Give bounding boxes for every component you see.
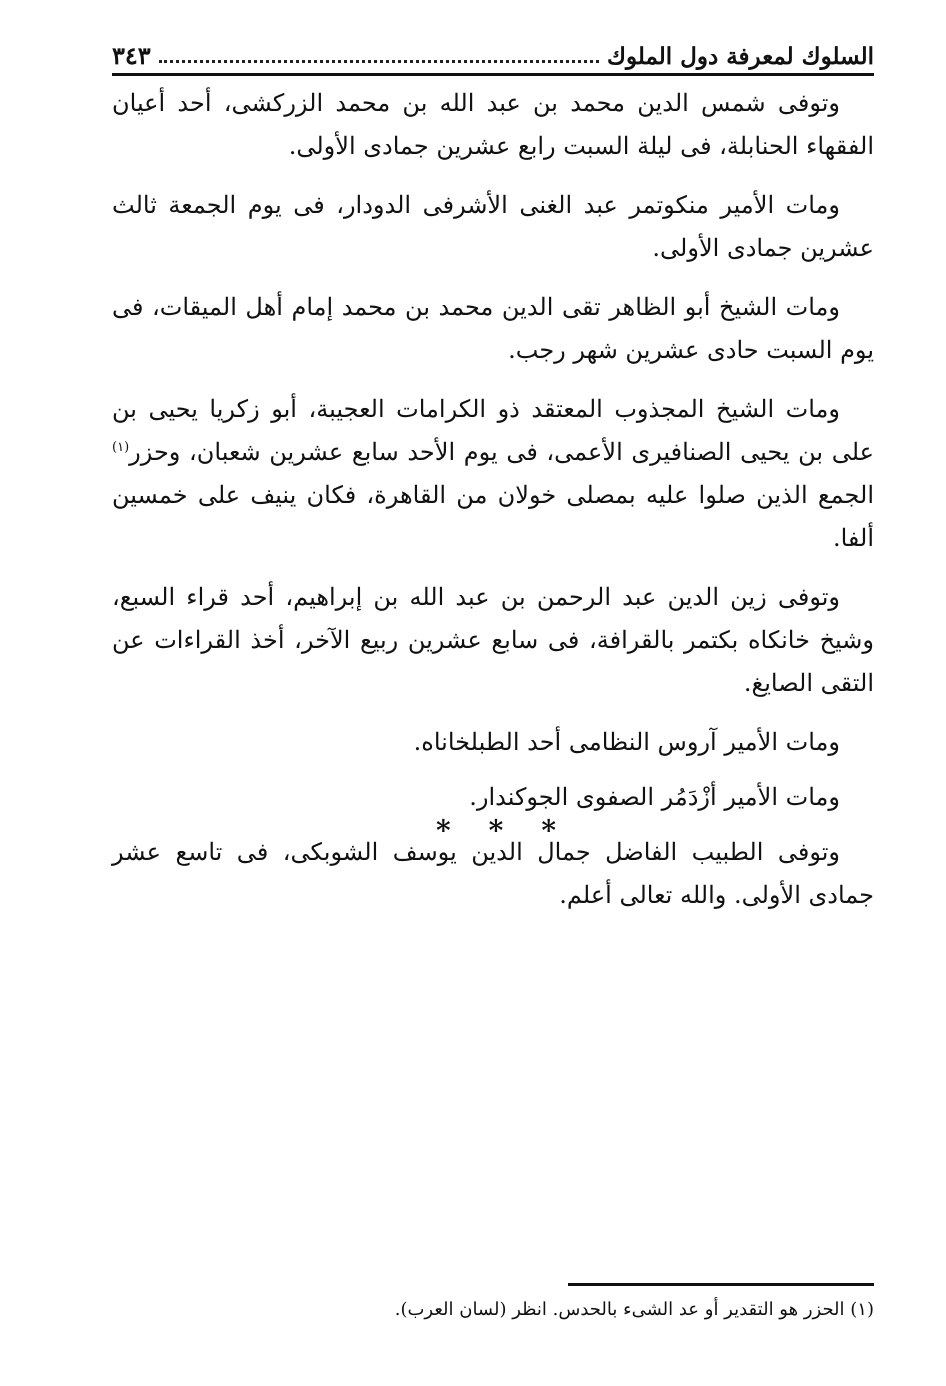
separator-star-3: * <box>541 813 556 847</box>
paragraph-8: وتوفى الطبيب الفاضل جمال الدين يوسف الشوبكى، فى تاسع عشر جمادى الأولى. والله تعالى أعلم. <box>112 838 874 909</box>
footnote: (١) الحزر هو التقدير أو عد الشىء بالحدس. انظر (لسان العرب). <box>394 1299 874 1320</box>
paragraph-7: ومات الأمير أزْدَمُر الصفوى الجوكندار. <box>469 783 840 811</box>
header-dot-leader <box>159 50 599 63</box>
separator-star-1: * <box>436 813 451 847</box>
paragraph-4-text-after-note: الجمع الذين صلوا عليه بمصلى خولان من القاهرة، فكان ينيف على خمسين ألفا. <box>112 481 875 552</box>
section-separator <box>436 812 556 848</box>
paragraph-4 <box>112 388 874 560</box>
paragraph-1: وتوفى شمس الدين محمد بن عبد الله بن محمد الزركشى، أحد أعيان الفقهاء الحنابلة، فى ليلة السبت رابع عشرين جمادى الأولى. <box>112 89 874 160</box>
footnote-reference: (١) <box>112 440 130 455</box>
page-header <box>112 36 874 76</box>
paragraph-6: ومات الأمير آروس النظامى أحد الطبلخاناه. <box>413 728 840 756</box>
main-text <box>112 82 874 933</box>
paragraph-2: ومات الأمير منكوتمر عبد الغنى الأشرفى الدودار، فى يوم الجمعة ثالث عشرين جمادى الأولى. <box>112 191 874 262</box>
separator-star-2: * <box>488 813 504 847</box>
paragraph-3: ومات الشيخ أبو الظاهر تقى الدين محمد بن محمد إمام أهل الميقات، فى يوم السبت حادى عشرين شهر رجب. <box>112 293 874 364</box>
footnote-rule <box>568 1283 874 1286</box>
paragraph-4-text-before-note: ومات الشيخ المجذوب المعتقد ذو الكرامات العجيبة، أبو زكريا يحيى بن على بن يحيى الصنافيرى الأعمى، فى يوم الأحد سابع عشرين شعبان، وحزر <box>112 395 874 466</box>
running-title: السلوك لمعرفة دول الملوك <box>606 42 874 70</box>
paragraph-5: وتوفى زين الدين عبد الرحمن بن عبد الله بن إبراهيم، أحد قراء السبع، وشيخ خانكاه بكتمر بالقرافة، فى سابع عشرين ربيع الآخر، أخذ القراءات عن التقى الصايغ. <box>112 583 875 697</box>
page-number: ٣٤٣ <box>112 40 151 70</box>
